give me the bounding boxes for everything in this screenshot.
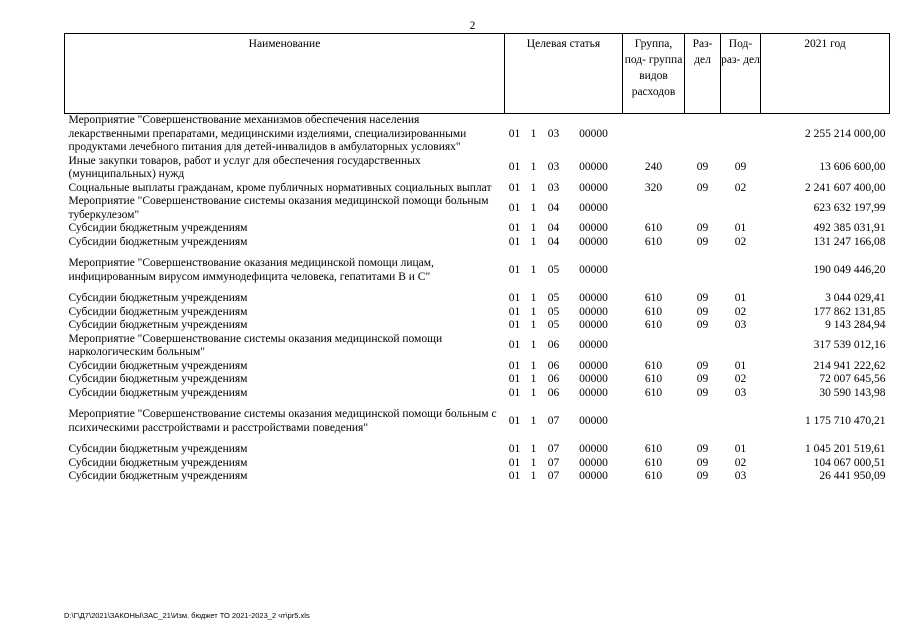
target-code-1: 01 (508, 319, 521, 331)
target-code-1: 01 (508, 470, 521, 482)
target-code-2: 1 (530, 201, 537, 214)
target-code-4: 00000 (579, 181, 608, 194)
subsection-code: 03 (734, 386, 747, 399)
amount-2021: 317 539 012,16 (813, 339, 886, 352)
amount-2021: 72 007 645,56 (819, 373, 886, 385)
amount-2021: 1 175 710 470,21 (805, 414, 886, 427)
table-row (65, 195, 890, 222)
target-code-4: 00000 (579, 359, 608, 372)
section-code: 09 (696, 161, 709, 174)
row-name: Субсидии бюджетным учреждениям (68, 235, 248, 248)
subsection-code (721, 114, 761, 155)
row-spacer (65, 435, 890, 443)
row-name: Субсидии бюджетным учреждениям (68, 373, 248, 385)
table-row (65, 360, 890, 374)
target-code-2: 1 (530, 414, 537, 427)
table-body (65, 114, 890, 484)
amount-2021: 104 067 000,51 (813, 456, 886, 469)
table-row (65, 470, 890, 484)
target-code-1: 01 (508, 359, 521, 372)
subsection-code: 03 (734, 319, 747, 331)
header-year: 2021 год (761, 34, 890, 114)
target-code-4: 00000 (579, 201, 608, 214)
target-code-4: 00000 (579, 456, 608, 469)
row-name: Мероприятие "Совершенствование системы оказания медицинской помощи наркологическим больным" (68, 332, 443, 358)
table-row (65, 319, 890, 333)
subsection-code: 01 (734, 292, 747, 304)
target-code-2: 1 (530, 443, 537, 455)
expense-group: 610 (644, 305, 663, 318)
target-code-1: 01 (508, 292, 521, 304)
amount-2021: 13 606 600,00 (819, 161, 886, 174)
target-code-1: 01 (508, 222, 521, 234)
target-code-2: 1 (530, 373, 537, 385)
subsection-code: 02 (734, 456, 747, 469)
target-code-2: 1 (530, 292, 537, 304)
subsection-code: 03 (734, 470, 747, 482)
target-code-3: 03 (547, 161, 560, 174)
target-code-2: 1 (530, 263, 537, 276)
amount-2021: 190 049 446,20 (813, 263, 886, 276)
target-code-2: 1 (530, 456, 537, 469)
expense-group: 610 (644, 373, 663, 385)
target-code-3: 04 (547, 222, 560, 234)
expense-group: 610 (644, 443, 663, 455)
expense-group: 320 (644, 181, 663, 194)
row-name: Мероприятие "Совершенствование системы оказания медицинской помощи больным с психическими расстройствами и расстройствами поведения" (68, 408, 497, 434)
target-code-4: 00000 (579, 222, 608, 234)
row-name: Субсидии бюджетным учреждениям (68, 456, 248, 469)
amount-2021: 2 255 214 000,00 (805, 127, 886, 140)
table-row (65, 182, 890, 196)
section-code: 09 (696, 359, 709, 372)
target-code-2: 1 (530, 181, 537, 194)
target-code-3: 03 (547, 181, 560, 194)
table-row (65, 236, 890, 250)
section-code (685, 114, 721, 155)
subsection-code (721, 257, 761, 284)
expense-group: 610 (644, 319, 663, 331)
expense-group: 610 (644, 292, 663, 304)
subsection-code: 02 (734, 181, 747, 194)
amount-2021: 214 941 222,62 (813, 359, 886, 372)
target-code-4: 00000 (579, 386, 608, 399)
target-code-2: 1 (530, 359, 537, 372)
target-code-4: 00000 (579, 292, 608, 304)
row-name: Субсидии бюджетным учреждениям (68, 443, 248, 455)
header-name: Наименование (65, 34, 505, 114)
footer-file-path: D:\Г\Д7\2021\ЗАКОНЫ\ЗАС_21\Изм. бюджет ТО 2021-2023_2 чт\pr5.xls (64, 611, 310, 620)
subsection-code (721, 408, 761, 435)
target-code-3: 06 (547, 339, 560, 352)
row-name: Социальные выплаты гражданам, кроме публичных нормативных социальных выплат (68, 181, 492, 194)
section-code: 09 (696, 373, 709, 385)
section-code: 09 (696, 235, 709, 248)
target-code-3: 05 (547, 263, 560, 276)
table-row (65, 292, 890, 306)
subsection-code: 02 (734, 305, 747, 318)
section-code: 09 (696, 443, 709, 455)
header-expense-group: Группа, под- группа видов расходов (623, 34, 685, 114)
amount-2021: 26 441 950,09 (819, 470, 886, 482)
table-row (65, 222, 890, 236)
section-code (685, 408, 721, 435)
target-code-2: 1 (530, 235, 537, 248)
subsection-code (721, 333, 761, 360)
expense-group (623, 195, 685, 222)
row-spacer (65, 249, 890, 257)
expense-group (623, 333, 685, 360)
section-code: 09 (696, 305, 709, 318)
target-code-1: 01 (508, 161, 521, 174)
table-row (65, 387, 890, 401)
target-code-3: 05 (547, 292, 560, 304)
table-row (65, 457, 890, 471)
table-row (65, 443, 890, 457)
target-code-2: 1 (530, 222, 537, 234)
row-name: Субсидии бюджетным учреждениям (68, 386, 248, 399)
target-code-4: 00000 (579, 339, 608, 352)
target-code-2: 1 (530, 319, 537, 331)
target-code-3: 05 (547, 319, 560, 331)
table-row (65, 155, 890, 182)
expense-group: 610 (644, 470, 663, 482)
target-code-1: 01 (508, 456, 521, 469)
target-code-1: 01 (508, 373, 521, 385)
row-spacer (65, 400, 890, 408)
target-code-3: 06 (547, 359, 560, 372)
section-code (685, 257, 721, 284)
expense-group (623, 114, 685, 155)
target-code-4: 00000 (579, 235, 608, 248)
target-code-4: 00000 (579, 470, 608, 482)
section-code: 09 (696, 292, 709, 304)
target-code-3: 07 (547, 470, 560, 482)
expense-group: 610 (644, 456, 663, 469)
target-code-4: 00000 (579, 373, 608, 385)
table-row (65, 333, 890, 360)
header-target-article: Целевая статья (505, 34, 623, 114)
expense-group: 610 (644, 386, 663, 399)
target-code-4: 00000 (579, 414, 608, 427)
target-code-4: 00000 (579, 443, 608, 455)
section-code: 09 (696, 386, 709, 399)
target-code-4: 00000 (579, 127, 608, 140)
target-code-3: 05 (547, 305, 560, 318)
target-code-1: 01 (508, 201, 521, 214)
subsection-code: 01 (734, 359, 747, 372)
table-row (65, 373, 890, 387)
row-name: Субсидии бюджетным учреждениям (68, 319, 248, 331)
expense-group: 610 (644, 359, 663, 372)
target-code-2: 1 (530, 386, 537, 399)
row-name: Субсидии бюджетным учреждениям (68, 292, 248, 304)
target-code-1: 01 (508, 305, 521, 318)
subsection-code: 09 (734, 161, 747, 174)
section-code: 09 (696, 181, 709, 194)
section-code (685, 333, 721, 360)
row-name: Субсидии бюджетным учреждениям (68, 470, 248, 482)
table-row (65, 257, 890, 284)
row-name: Иные закупки товаров, работ и услуг для обеспечения государственных (муниципальных) нужд (68, 154, 421, 180)
amount-2021: 131 247 166,08 (813, 235, 886, 248)
section-code (685, 195, 721, 222)
row-spacer (65, 284, 890, 292)
target-code-3: 07 (547, 443, 560, 455)
target-code-2: 1 (530, 305, 537, 318)
amount-2021: 1 045 201 519,61 (805, 443, 886, 455)
target-code-2: 1 (530, 339, 537, 352)
header-subsection: Под- раз- дел (721, 34, 761, 114)
amount-2021: 30 590 143,98 (819, 386, 886, 399)
row-name: Субсидии бюджетным учреждениям (68, 359, 248, 372)
subsection-code: 02 (734, 373, 747, 385)
expense-group (623, 257, 685, 284)
expense-group: 610 (644, 235, 663, 248)
expense-group: 610 (644, 222, 663, 234)
header-section: Раз- дел (685, 34, 721, 114)
section-code: 09 (696, 456, 709, 469)
target-code-3: 07 (547, 414, 560, 427)
expense-group: 240 (644, 161, 663, 174)
row-spacer-cell (65, 435, 890, 443)
row-name: Субсидии бюджетным учреждениям (68, 305, 248, 318)
target-code-4: 00000 (579, 263, 608, 276)
section-code: 09 (696, 222, 709, 234)
amount-2021: 177 862 131,85 (813, 305, 886, 318)
target-code-1: 01 (508, 235, 521, 248)
target-code-3: 04 (547, 235, 560, 248)
target-code-2: 1 (530, 127, 537, 140)
target-code-2: 1 (530, 470, 537, 482)
row-name: Субсидии бюджетным учреждениям (68, 222, 248, 234)
subsection-code: 01 (734, 443, 747, 455)
target-code-3: 06 (547, 373, 560, 385)
expense-group (623, 408, 685, 435)
target-code-3: 03 (547, 127, 560, 140)
target-code-1: 01 (508, 127, 521, 140)
row-spacer-cell (65, 284, 890, 292)
target-code-1: 01 (508, 181, 521, 194)
subsection-code (721, 195, 761, 222)
target-code-3: 04 (547, 201, 560, 214)
row-name: Мероприятие "Совершенствование оказания медицинской помощи лицам, инфицированным вирусом иммунодефицита человека, гепатитами В и С" (68, 257, 434, 283)
amount-2021: 623 632 197,99 (813, 201, 886, 214)
target-code-1: 01 (508, 386, 521, 399)
row-spacer-cell (65, 249, 890, 257)
target-code-1: 01 (508, 414, 521, 427)
page-number: 2 (469, 20, 476, 32)
target-code-2: 1 (530, 161, 537, 174)
target-code-3: 07 (547, 456, 560, 469)
target-code-1: 01 (508, 339, 521, 352)
target-code-1: 01 (508, 263, 521, 276)
row-name: Мероприятие "Совершенствование механизмов обеспечения населения лекарственными препаратами, медицинскими изделиями, специализированными продуктами лечебного питания для детей-инвалидов в амбулаторных условиях" (68, 114, 467, 153)
row-name: Мероприятие "Совершенствование системы оказания медицинской помощи больным туберкулезом" (68, 195, 489, 221)
target-code-1: 01 (508, 443, 521, 455)
amount-2021: 492 385 031,91 (813, 222, 886, 234)
row-spacer-cell (65, 400, 890, 408)
target-code-4: 00000 (579, 305, 608, 318)
table-row (65, 114, 890, 155)
target-code-3: 06 (547, 386, 560, 399)
section-code: 09 (696, 470, 709, 482)
subsection-code: 02 (734, 235, 747, 248)
table-row (65, 408, 890, 435)
target-code-4: 00000 (579, 161, 608, 174)
target-code-4: 00000 (579, 319, 608, 331)
subsection-code: 01 (734, 222, 747, 234)
table-row (65, 306, 890, 320)
header-row (65, 34, 890, 114)
section-code: 09 (696, 319, 709, 331)
amount-2021: 9 143 284,94 (825, 319, 886, 331)
amount-2021: 2 241 607 400,00 (805, 181, 886, 194)
amount-2021: 3 044 029,41 (825, 292, 886, 304)
budget-table (64, 33, 890, 484)
